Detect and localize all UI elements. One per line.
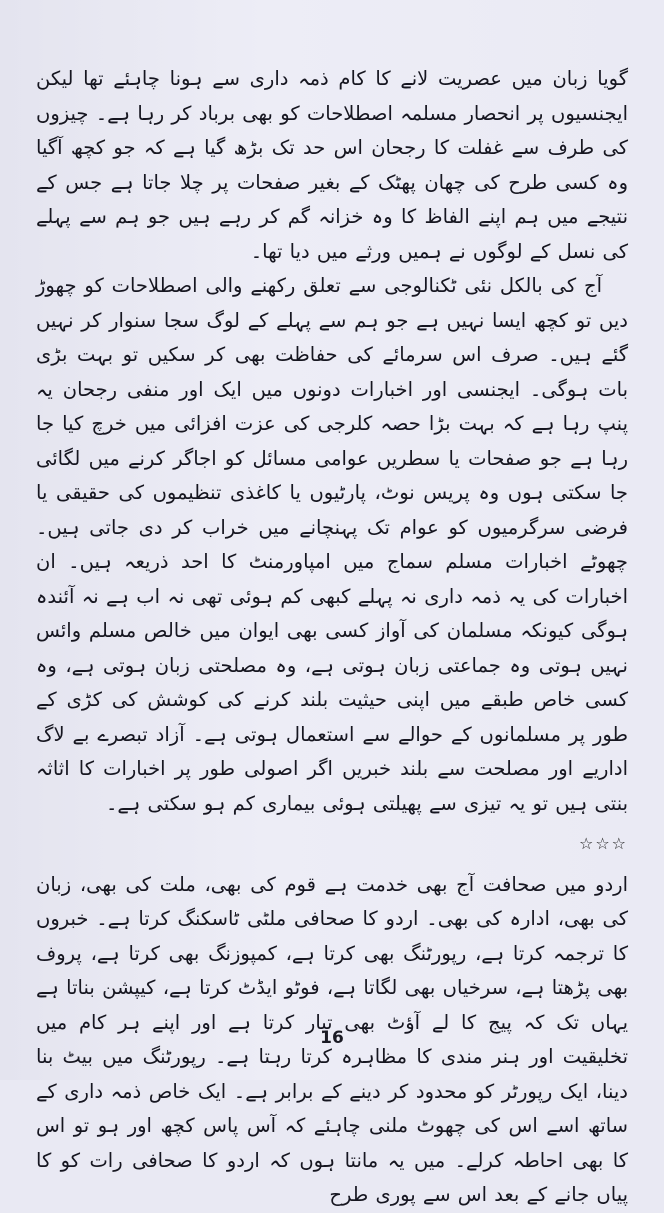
paragraph-3: اردو میں صحافت آج بھی خدمت ہے قوم کی بھی، ملت کی بھی، زبان کی بھی، ادارہ کی بھی۔ اردو کا صحافی ملٹی ٹاسکنگ کرتا ہے۔ خبروں کا ترجمہ کرتا ہے، رپورٹنگ بھی کرتا ہے، کمپوزنگ بھی کرتا ہے، پروف بھی پڑھتا ہے، سرخیاں بھی لگاتا ہے، فوٹو ایڈٹ کرتا ہے، کیپشن بناتا ہے یہاں تک کہ پیج کا لے آؤٹ بھی تیار کرتا ہے اور اپنے ہر کام میں تخلیقیت اور ہنر مندی کا مظاہرہ کرتا رہتا ہے۔ رپورٹنگ میں بیٹ بنا دینا، ایک رپورٹر کو محدود کر دینے کے برابر ہے۔ ایک خاص ذمہ داری کے ساتھ اسے اس کی چھوٹ ملنی چاہئے کہ آس پاس کچھ اور ہو تو اس کا بھی احاطہ کرلے۔ میں یہ مانتا ہوں کہ اردو کا صحافی رات کو کا پیاں جانے کے بعد اس سے پوری طرح bbox=[36, 872, 628, 1206]
page-number: 16 bbox=[320, 1028, 344, 1048]
section-divider-stars: ☆☆☆ bbox=[578, 834, 628, 853]
paragraph-1: گویا زبان میں عصریت لانے کا کام ذمہ داری سے ہونا چاہئے تھا لیکن ایجنسیوں پر انحصار مسلمہ اصطلاحات کو بھی برباد کر رہا ہے۔ چیزوں کی طرف سے غفلت کا رجحان اس حد تک بڑھ گیا ہے کہ جو کچھ آگیا وہ کسی طرح کی چھان پھٹک کے بغیر صفحات پر چلا جاتا ہے جس کے نتیجے میں ہم اپنے الفاظ کا وہ خزانہ گم کر رہے ہیں جو ہم سے پہلے کی نسل کے لوگوں نے ہمیں ورثے میں دیا تھا۔ bbox=[36, 67, 628, 263]
paragraph-2: آج کی بالکل نئی ٹکنالوجی سے تعلق رکھنے والی اصطلاحات کو چھوڑ دیں تو کچھ ایسا نہیں ہے جو ہم سے پہلے کے لوگ سجا سنوار کر نہیں گئے ہیں۔ صرف اس سرمائے کی حفاظت بھی کر سکیں تو بہت بڑی بات ہوگی۔ ایجنسی اور اخبارات دونوں میں ایک اور منفی رجحان یہ پنپ رہا ہے کہ بہت بڑا حصہ کلرجی کی عزت افزائی میں خرچ کیا جا رہا ہے جو صفحات یا سطریں عوامی مسائل کو اجاگر کرنے میں لگائی جا سکتی ہوں وہ پریس نوٹ، پارٹیوں یا کاغذی تنظیموں کی حقیقی یا فرضی سرگرمیوں کو عوام تک پہنچانے میں خراب کر دی جاتی ہیں۔ چھوٹے اخبارات مسلم سماج میں امپاورمنٹ کا احد ذریعہ ہیں۔ ان اخبارات کی یہ ذمہ داری نہ پہلے کبھی کم ہوئی تھی نہ اب ہے نہ آئندہ ہوگی کیونکہ مسلمان کی آواز کسی بھی ایوان میں خالص مسلم وائس نہیں ہوتی وہ جماعتی زبان ہوتی ہے، وہ مصلحتی زبان ہوتی ہے، وہ کسی خاص طبقے میں اپنی حیثیت بلند کرنے کی کوشش کی کڑی کے طور پر مسلمانوں کے حوالے سے استعمال ہوتی ہے۔ آزاد تبصرے بے لاگ اداریے اور مصلحت سے بلند خبریں اگر اصولی طور پر اخبارات کا اثاثہ بنتی ہیں تو یہ تیزی سے پھیلتی ہوئی بیماری کم ہو سکتی ہے۔ bbox=[36, 274, 628, 815]
